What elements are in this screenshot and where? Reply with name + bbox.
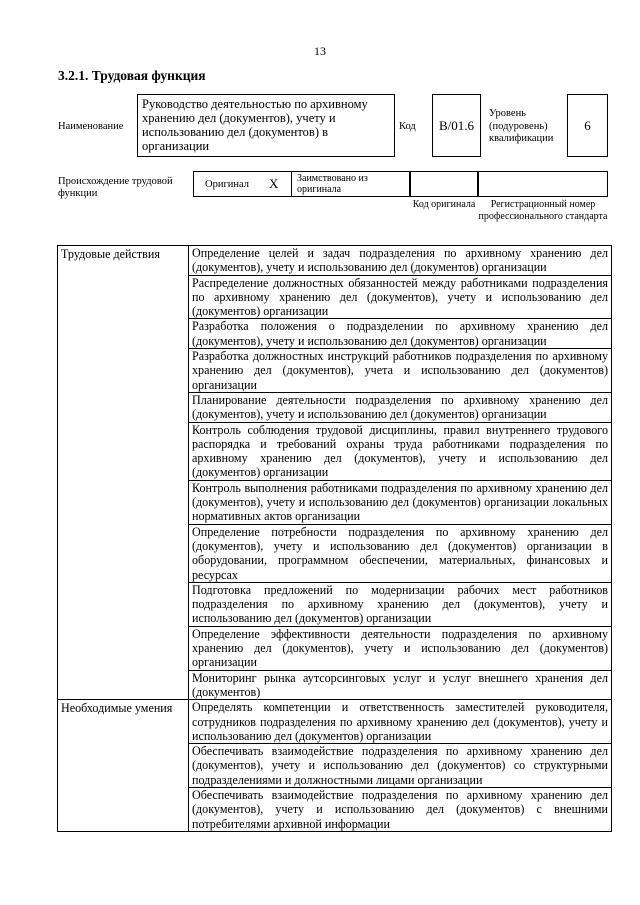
section-item: Распределение должностных обязанностей между работниками подразделения по архивному хранению дел (документов), учету и использованию дел (документов) организации	[189, 275, 612, 319]
code-original-box	[410, 171, 478, 197]
name-value: Руководство деятельностью по архивному хранению дел (документов), учету и использованию дел (документов) в организации	[137, 94, 395, 157]
borrowed-label: Заимствовано из оригинала	[291, 171, 410, 197]
section-category: Трудовые действия	[58, 246, 189, 700]
section-item: Обеспечивать взаимодействие подразделения по архивному хранению дел (документов), учету и использованию дел (документов) со структурными подразделениями и должностными лицами организации	[189, 744, 612, 788]
section-item: Определение потребности подразделения по архивному хранению дел (документов), учету и использованию дел (документов) организации в оборудовании, программном обеспечении, материальных, финансовых и ресурсах	[189, 524, 612, 582]
section-item: Контроль выполнения работниками подразделения по архивному хранению дел (документов), учету и использованию дел (документов) организации локальных нормативных актов организации	[189, 480, 612, 524]
section-item: Определять компетенции и ответственность заместителей руководителя, сотрудников подразделения по архивному хранению дел (документов), учету и использованию дел (документов) организации	[189, 700, 612, 744]
level-value: 6	[567, 94, 608, 157]
section-title: 3.2.1. Трудовая функция	[58, 68, 206, 83]
section-item: Определение целей и задач подразделения по архивному хранению дел (документов), учету и использованию дел (документов) организации	[189, 246, 612, 276]
reg-number-box	[478, 171, 608, 197]
original-cell	[193, 171, 291, 197]
table-row	[58, 700, 612, 744]
section-item: Мониторинг рынка аутсорсинговых услуг и услуг внешнего хранения дел (документов)	[189, 670, 612, 700]
page-number: 13	[314, 44, 326, 58]
function-table	[57, 245, 612, 832]
reg-number-label: Регистрационный номер профессионального стандарта	[478, 199, 608, 222]
name-label: Наименование	[58, 121, 124, 132]
section-item: Планирование деятельности подразделения по архивному хранению дел (документов), учету и использованию дел (документов) организации	[189, 392, 612, 422]
section-item: Обеспечивать взаимодействие подразделения по архивному хранению дел (документов), учету и использованию дел (документов) с внешними потребителями архивной информации	[189, 787, 612, 831]
original-mark: X	[269, 176, 279, 191]
section-item: Контроль соблюдения трудовой дисциплины, правил внутреннего трудового распорядка и требований охраны труда работниками подразделения по архивному хранению дел (документов), учету и использованию дел (документов) организации	[189, 422, 612, 480]
level-label: Уровень (подуровень) квалификации	[489, 108, 554, 144]
section-item: Разработка положения о подразделении по архивному хранению дел (документов), учету и использованию дел (документов) организации	[189, 319, 612, 349]
original-label: Оригинал	[205, 178, 249, 190]
table-row	[58, 246, 612, 276]
code-label: Код	[399, 121, 416, 132]
section-item: Определение эффективности деятельности подразделения по архивному хранению дел (документов), учету и использованию дел (документов) организации	[189, 626, 612, 670]
code-original-label: Код оригинала	[412, 199, 476, 210]
section-item: Разработка должностных инструкций работников подразделения по архивному хранению дел (документов), учета и использованию дел (документов) организации	[189, 349, 612, 393]
origin-label: Происхождение трудовой функции	[58, 176, 173, 199]
code-value: B/01.6	[432, 94, 481, 157]
section-category: Необходимые умения	[58, 700, 189, 832]
section-item: Подготовка предложений по модернизации рабочих мест работников подразделения по архивному хранению дел (документов), учету и использованию дел (документов) организации	[189, 582, 612, 626]
